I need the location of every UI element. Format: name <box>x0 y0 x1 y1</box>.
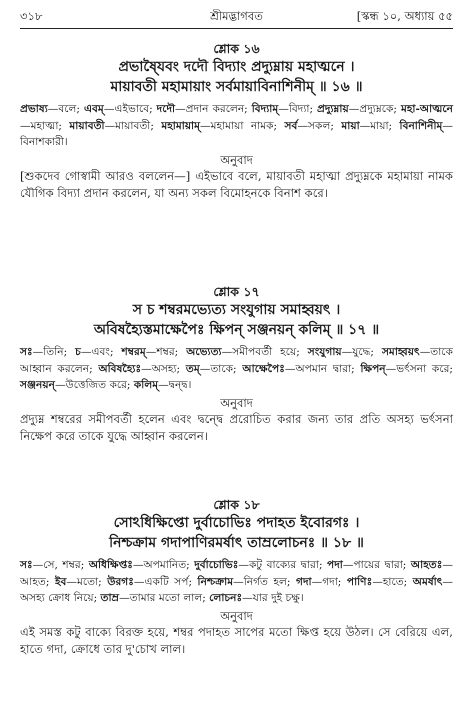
synonym-word: নিশ্চক্রাম <box>197 575 234 588</box>
synonym-word: এবম্ <box>83 103 104 115</box>
translation-text: [শুকদেব গোস্বামী আরও বললেন—] এইভাবে বলে, মায়াবতী মহাত্মা প্রদ্যুম্নকে মহামায়া নামক যৌগিক বিদ্যা প্রদান করলেন, যা অন্য সকল বিমোহনকে বিনাশ করে। <box>20 168 453 200</box>
synonyms: প্রভাষ্য—বলে; এবম্—এইভাবে; দদৌ—প্রদান করলেন; বিদ্যাম্—বিদ্যা; প্রদ্যুম্নায়—প্রদ্যুম্নকে; মহা-আত্মনে—মহাত্মা; মায়াবতী—মায়াবতী; মহামায়াম্—মহামায়া নামক; সর্ব—সকল; মায়া—মায়া; বিনাশিনীম্—বিনাশকারী। <box>20 103 453 148</box>
synonym-meaning: পায়ের দ্বারা; <box>353 559 411 571</box>
synonym-word: অধিক্ষিপ্তঃ <box>88 559 133 571</box>
synonym-word: পাণিঃ <box>346 575 373 588</box>
synonym-word: মায়া <box>341 119 360 132</box>
synonym-meaning: কটু বাক্যের দ্বারা; <box>248 559 328 571</box>
synonym-word: সমাহ্বয়ৎ <box>381 346 420 358</box>
synonym-word: শম্বরম্ <box>121 346 146 358</box>
synonym-word: ক্ষিপন্ <box>360 362 386 375</box>
synonym-meaning: সমীপবর্তী হয়ে; <box>232 346 308 358</box>
synonym-meaning: সকল; <box>308 119 342 132</box>
synonym-word: প্রদ্যুম্নায় <box>317 103 349 115</box>
verse-line: স চ শম্বরমভ্যেত্য সংযুগায় সমাহ্বয়ৎ । <box>132 302 341 318</box>
synonym-word: তম্ <box>185 362 200 375</box>
synonym-meaning: তাকে; <box>210 362 243 375</box>
synonym-word: দুর্বাচোভিঃ <box>194 559 239 571</box>
header-rule <box>20 28 453 29</box>
synonym-meaning: মতো; <box>76 575 108 588</box>
synonym-meaning: অপমানিত; <box>143 559 195 571</box>
synonym-meaning: তাকে আহ্বান করলেন; <box>20 346 453 375</box>
synonym-meaning: ভর্ৎসনা করে; <box>396 362 453 375</box>
synonym-meaning: একটি সর্প; <box>144 575 198 588</box>
synonym-meaning: মায়াবতী; <box>115 119 162 132</box>
synonym-meaning: গদা; <box>322 575 347 588</box>
verse-section-18 <box>20 496 453 659</box>
synonyms: সঃ—তিনি; চ—এবং; শম্বরম্—শম্বর; অভ্যেত্য—সমীপবর্তী হয়ে; সংযুগায়—যুদ্ধে; সমাহ্বয়ৎ—তাকে আহ্বান করলেন; অবিষহ্যৈঃ—অসহ্য; তম্—তাকে; আক্ষেপৈঃ—অপমান দ্বারা; ক্ষিপন্—ভর্ৎসনা করে; সঞ্জনয়ন্—উত্তেজিত করে; কলিম্—দ্বন্দ্ব। <box>20 346 453 391</box>
synonym-meaning: এবং; <box>91 346 122 358</box>
synonym-meaning: অসহ্য; <box>151 362 186 375</box>
synonym-word: তাম্র <box>100 592 120 604</box>
synonym-word: সঃ <box>20 559 33 571</box>
synonym-meaning: মহামায়া নামক; <box>210 119 285 132</box>
synonym-meaning: উত্তেজিত করে; <box>65 379 134 391</box>
synonym-word: অভ্যেত্য <box>186 346 222 358</box>
synonyms: সঃ—সে, শম্বর; অধিক্ষিপ্তঃ—অপমানিত; দুর্বাচোভিঃ—কটু বাক্যের দ্বারা; পদা—পায়ের দ্বারা; আহতঃ—আহত; ইব—মতো; উরগঃ—একটি সর্প; নিশ্চক্রাম—নির্গত হল; গদা—গদা; পাণিঃ—হাতে; অমর্ষাৎ—অসহ্য ক্রোধ নিয়ে; তাম্র—তামার মতো লাল; লোচনঃ—যার দুই চক্ষু। <box>20 559 453 604</box>
verse-line: মায়াবতী মহামায়াং সর্বমায়াবিনাশিনীম্ ॥ ১৬ ॥ <box>110 79 363 95</box>
running-header <box>20 8 453 24</box>
synonym-word: অবিষহ্যৈঃ <box>98 362 142 375</box>
verse-line: প্রভাষৈ্যবং দদৌ বিদ্যাং প্রদ্যুম্নায় মহাত্মনে । <box>118 59 355 75</box>
verse-section-17 <box>20 283 453 446</box>
translation-heading: অনুবাদ <box>220 152 253 167</box>
synonym-word: কলিম্ <box>133 379 159 391</box>
synonym-meaning: শম্বর; <box>156 346 187 358</box>
chapter-reference: [স্কন্ধ ১০, অধ্যায় ৫৫ <box>356 9 453 23</box>
synonym-word: দদৌ <box>156 103 176 115</box>
synonym-word: মায়াবতী <box>69 119 105 132</box>
synonym-word: বিদ্যাম্ <box>251 103 279 115</box>
synonym-meaning: মহাত্মা; <box>30 119 70 132</box>
verse-line: সোঽধিক্ষিপ্তো দুর্বাচোভিঃ পদাহত ইবোরগঃ । <box>113 515 360 531</box>
verse-line: অবিষহ্যৈস্তমাক্ষেপৈঃ ক্ষিপন্ সঞ্জনয়ন্ কলিম্ ॥ ১৭ ॥ <box>93 322 380 338</box>
synonym-meaning: যুদ্ধে; <box>352 346 382 358</box>
synonym-word: বিনাশিনীম্ <box>399 119 443 132</box>
synonym-word: মহা-আত্মনে <box>400 103 453 115</box>
synonym-word: সঞ্জনয়ন্ <box>20 379 55 391</box>
verse-heading: শ্লোক ১৮ <box>213 497 260 512</box>
synonym-meaning: প্রদ্যুম্নকে; <box>359 103 401 115</box>
synonym-meaning: হাতে; <box>382 575 413 588</box>
synonym-meaning: আহত; <box>20 575 55 588</box>
synonym-word: সংযুগায় <box>307 346 342 358</box>
synonym-meaning: নির্গত হল; <box>243 575 297 588</box>
synonym-meaning: বলে; <box>58 103 84 115</box>
synonym-word: পদা <box>327 559 343 571</box>
synonym-word: প্রভাষ্য <box>20 103 48 115</box>
translation-heading: অনুবাদ <box>220 395 253 410</box>
book-title: শ্রীমদ্ভাগবত <box>210 9 263 23</box>
synonym-meaning: বিদ্যা; <box>288 103 318 115</box>
translation-heading: অনুবাদ <box>220 608 253 623</box>
synonym-word: গদা <box>296 575 312 588</box>
synonym-meaning: তিনি; <box>43 346 76 358</box>
synonym-meaning: যার দুই চক্ষু। <box>252 592 304 604</box>
synonym-meaning: অপমান দ্বারা; <box>295 362 361 375</box>
translation-text: এই সমস্ত কটু বাক্যে বিরক্ত হয়ে, শম্বর পদাহত সাপের মতো ক্ষিপ্ত হয়ে উঠল। সে বেরিয়ে এল, হাতে গদা, ক্রোধে তার দু'চোখ লাল। <box>20 624 453 656</box>
synonym-meaning: অসহ্য ক্রোধ নিয়ে; <box>20 592 101 604</box>
synonym-meaning: দ্বন্দ্ব। <box>168 379 192 391</box>
synonym-word: আহতঃ <box>410 559 443 571</box>
synonym-word: মহামায়াম্ <box>161 119 201 132</box>
synonym-meaning: প্রদান করলেন; <box>185 103 252 115</box>
synonym-word: লোচনঃ <box>209 592 243 604</box>
verse-heading: শ্লোক ১৭ <box>213 284 260 299</box>
synonym-word: চ <box>75 346 81 358</box>
synonym-meaning: মায়া; <box>370 119 400 132</box>
verse-line: নিশ্চক্রাম গদাপাণিরমর্ষাৎ তাম্রলোচনঃ ॥ ১৮ ॥ <box>109 535 364 551</box>
synonym-meaning: সে, শম্বর; <box>43 559 89 571</box>
synonym-word: উরগঃ <box>107 575 134 588</box>
synonym-word: আক্ষেপৈঃ <box>242 362 285 375</box>
translation-text: প্রদ্যুম্ন শম্বরের সমীপবর্তী হলেন এবং দ্বন্দ্বে প্ররোচিত করার জন্য তার প্রতি অসহ্য ভর্ৎসনা নিক্ষেপ করে তাকে যুদ্ধে আহ্বান করলেন। <box>20 411 453 443</box>
verse-section-16 <box>20 40 453 203</box>
synonym-meaning: তামার মতো লাল; <box>129 592 210 604</box>
synonym-meaning: এইভাবে; <box>114 103 157 115</box>
page-number: ৩১৮ <box>20 9 43 23</box>
verse-heading: শ্লোক ১৬ <box>213 41 260 56</box>
synonym-meaning: বিনাশকারী। <box>20 136 68 148</box>
synonym-word: সঃ <box>20 346 33 358</box>
synonym-word: সর্ব <box>284 119 298 132</box>
synonym-word: ইব <box>54 575 67 588</box>
synonym-word: অমর্ষাৎ <box>412 575 443 588</box>
